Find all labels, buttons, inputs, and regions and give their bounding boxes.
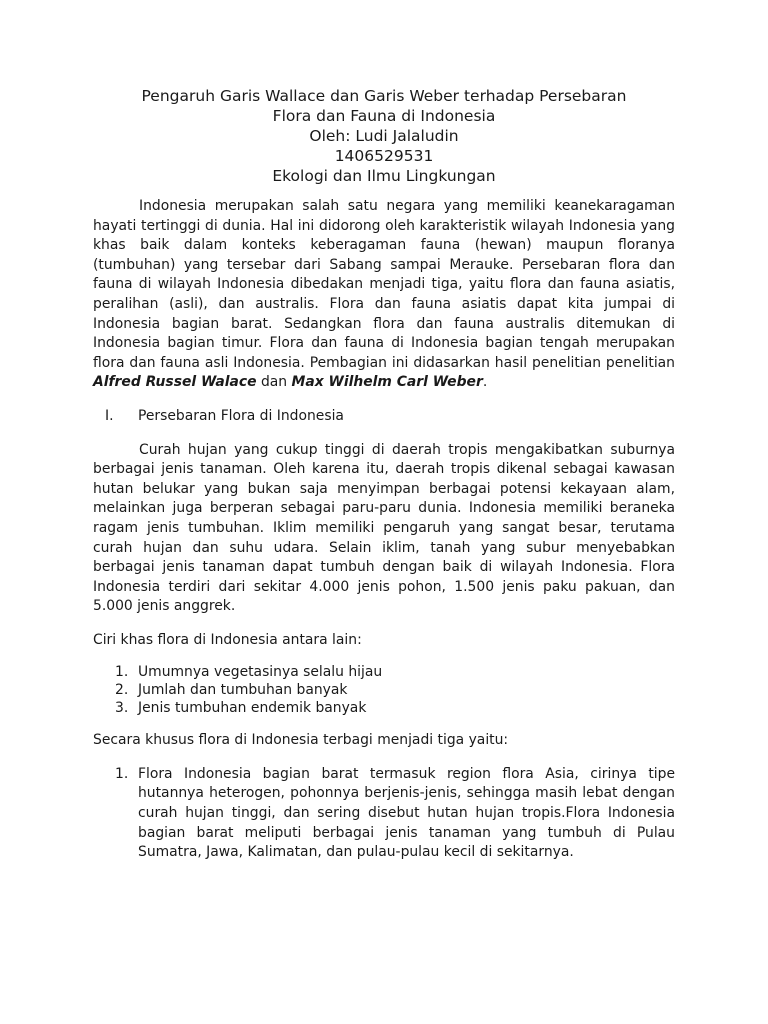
scientist-name-wallace: Alfred Russel Walace — [93, 374, 257, 391]
list-number: 2. — [115, 682, 129, 699]
intro-paragraph — [93, 197, 675, 393]
section-title: Persebaran Flora di Indonesia — [138, 407, 344, 424]
student-id-line: 1406529531 — [334, 147, 434, 165]
intro-end: . — [482, 374, 488, 391]
list-item — [93, 765, 675, 863]
list-text: Jenis tumbuhan endemik banyak — [138, 699, 367, 716]
document-title — [93, 86, 675, 186]
list-number: 1. — [115, 765, 129, 782]
list-text: Flora Indonesia bagian barat termasuk region flora Asia, cirinya tipe hutannya heterogen, pohonnya berjenis-jenis, sehingga masih lebat dengan curah hujan tinggi, dan sering disebut hutan hujan tropis.Flora Indonesia bagian barat meliputi berbagai jenis tanaman yang tumbuh di Pulau Sumatra, Jawa, Kalimatan, dan pulau-pulau kecil di sekitarnya. — [138, 765, 675, 861]
list-number: 3. — [115, 699, 129, 716]
khusus-intro: Secara khusus flora di Indonesia terbagi menjadi tiga yaitu: — [93, 732, 509, 749]
section-paragraph: Curah hujan yang cukup tinggi di daerah tropis mengakibatkan suburnya berbagai jenis tanaman. Oleh karena itu, daerah tropis dikenal sebagai kawasan hutan belukar yang bukan saja menyimpan berbagai potensi kekayaan alam, melainkan juga berperan sebagai paru-paru dunia. Indonesia memiliki beraneka ragam jenis tumbuhan. Iklim memiliki pengaruh yang sangat besar, terutama curah hujan dan suhu udara. Selain iklim, tanah yang subur menyebabkan berbagai jenis tanaman dapat tumbuh dengan baik di wilayah Indonesia. Flora Indonesia terdiri dari sekitar 4.000 jenis pohon, 1.500 jenis paku pakuan, dan 5.000 jenis anggrek. — [93, 441, 675, 615]
section-number: I. — [105, 407, 114, 424]
ciri-intro: Ciri khas flora di Indonesia antara lain: — [93, 631, 362, 648]
intro-conjunction: dan — [256, 374, 292, 391]
section-heading — [93, 407, 675, 427]
title-line: Pengaruh Garis Wallace dan Garis Weber terhadap Persebaran — [141, 87, 627, 105]
list-number: 1. — [115, 664, 129, 681]
list-item — [93, 700, 675, 718]
scientist-name-weber: Max Wilhelm Carl Weber — [291, 374, 483, 391]
ciri-list — [93, 664, 675, 717]
intro-text: Indonesia merupakan salah satu negara yang memiliki keanekaragaman hayati tertinggi di dunia. Hal ini didorong oleh karakteristik wilayah Indonesia yang khas baik dalam konteks keberagaman fauna (hewan) maupun floranya (tumbuhan) yang tersebar dari Sabang sampai Merauke. Persebaran flora dan fauna di wilayah Indonesia dibedakan menjadi tiga, yaitu flora dan fauna asiatis, peralihan (asli), dan australis. Flora dan fauna asiatis dapat kita jumpai di Indonesia bagian barat. Sedangkan flora dan fauna australis ditemukan di Indonesia bagian timur. Flora dan fauna di Indonesia bagian tengah merupakan flora dan fauna asli Indonesia. Pembagian ini didasarkan hasil penelitian penelitian — [93, 198, 675, 371]
list-text: Jumlah dan tumbuhan banyak — [138, 682, 348, 699]
title-line: Flora dan Fauna di Indonesia — [272, 107, 496, 125]
list-item — [93, 682, 675, 700]
author-line: Oleh: Ludi Jalaludin — [309, 127, 459, 145]
course-line: Ekologi dan Ilmu Lingkungan — [272, 167, 496, 185]
list-text: Umumnya vegetasinya selalu hijau — [138, 664, 383, 681]
khusus-list — [93, 765, 675, 863]
list-item — [93, 664, 675, 682]
